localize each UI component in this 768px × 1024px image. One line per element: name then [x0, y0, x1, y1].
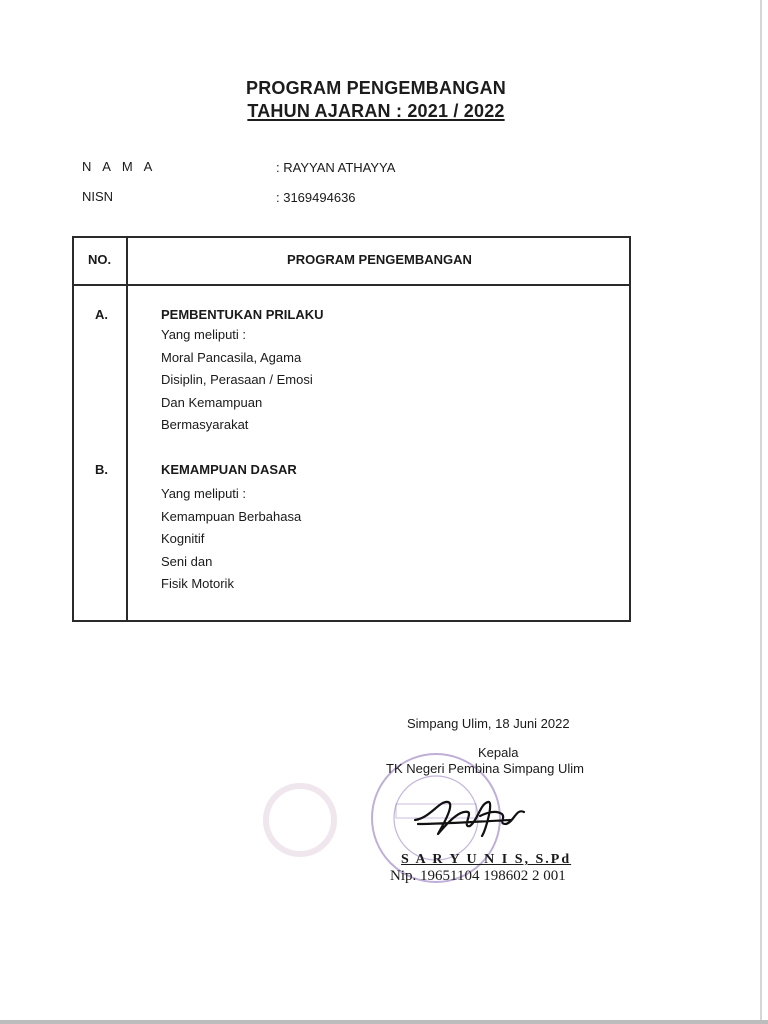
nisn-value: : 3169494636	[276, 190, 356, 205]
name-value: : RAYYAN ATHAYYA	[276, 160, 396, 175]
section-title: PEMBENTUKAN PRILAKU	[161, 307, 324, 322]
list-item: Moral Pancasila, Agama	[161, 349, 302, 365]
list-item: Fisik Motorik	[161, 576, 234, 591]
list-item: Bermasyarakat	[161, 417, 249, 432]
place-date: Simpang Ulim, 18 Juni 2022	[407, 716, 570, 731]
section-number: B.	[95, 462, 108, 477]
list-item: Yang meliputi :	[161, 327, 247, 342]
table-divider	[74, 284, 629, 286]
section-title: KEMAMPUAN DASAR	[161, 462, 297, 477]
list-item: Disiplin, Perasaan / Emosi	[161, 372, 313, 387]
signer-name: S A R Y U N I S, S.Pd	[401, 852, 572, 867]
page-edge	[760, 0, 762, 1024]
page-edge	[0, 1020, 768, 1024]
faint-stamp-mark	[260, 780, 340, 860]
signer-nip: Nip. 19651104 198602 2 001	[390, 868, 566, 884]
document-subtitle	[0, 101, 752, 122]
section-items	[161, 483, 301, 596]
program-table	[72, 236, 631, 622]
school-name: TK Negeri Pembina Simpang Ulim	[386, 761, 584, 776]
list-item: Seni dan	[161, 553, 213, 569]
name-label: N A M A	[82, 159, 157, 174]
list-item: Yang meliputi :	[161, 486, 247, 501]
list-item: Kognitif	[161, 531, 205, 546]
signer-role: Kepala	[478, 745, 519, 760]
list-item: Kemampuan Berbahasa	[161, 508, 302, 524]
academic-year: TAHUN AJARAN : 2021 / 2022	[247, 101, 505, 121]
column-header-program: PROGRAM PENGEMBANGAN	[287, 252, 472, 267]
handwritten-signature	[410, 790, 530, 840]
document-title: PROGRAM PENGEMBANGAN	[245, 78, 506, 98]
nisn-label: NISN	[82, 189, 114, 204]
column-header-no: NO.	[88, 252, 112, 267]
section-number: A.	[95, 307, 108, 322]
table-divider	[126, 238, 128, 620]
section-items	[161, 324, 313, 437]
list-item: Dan Kemampuan	[161, 394, 263, 410]
